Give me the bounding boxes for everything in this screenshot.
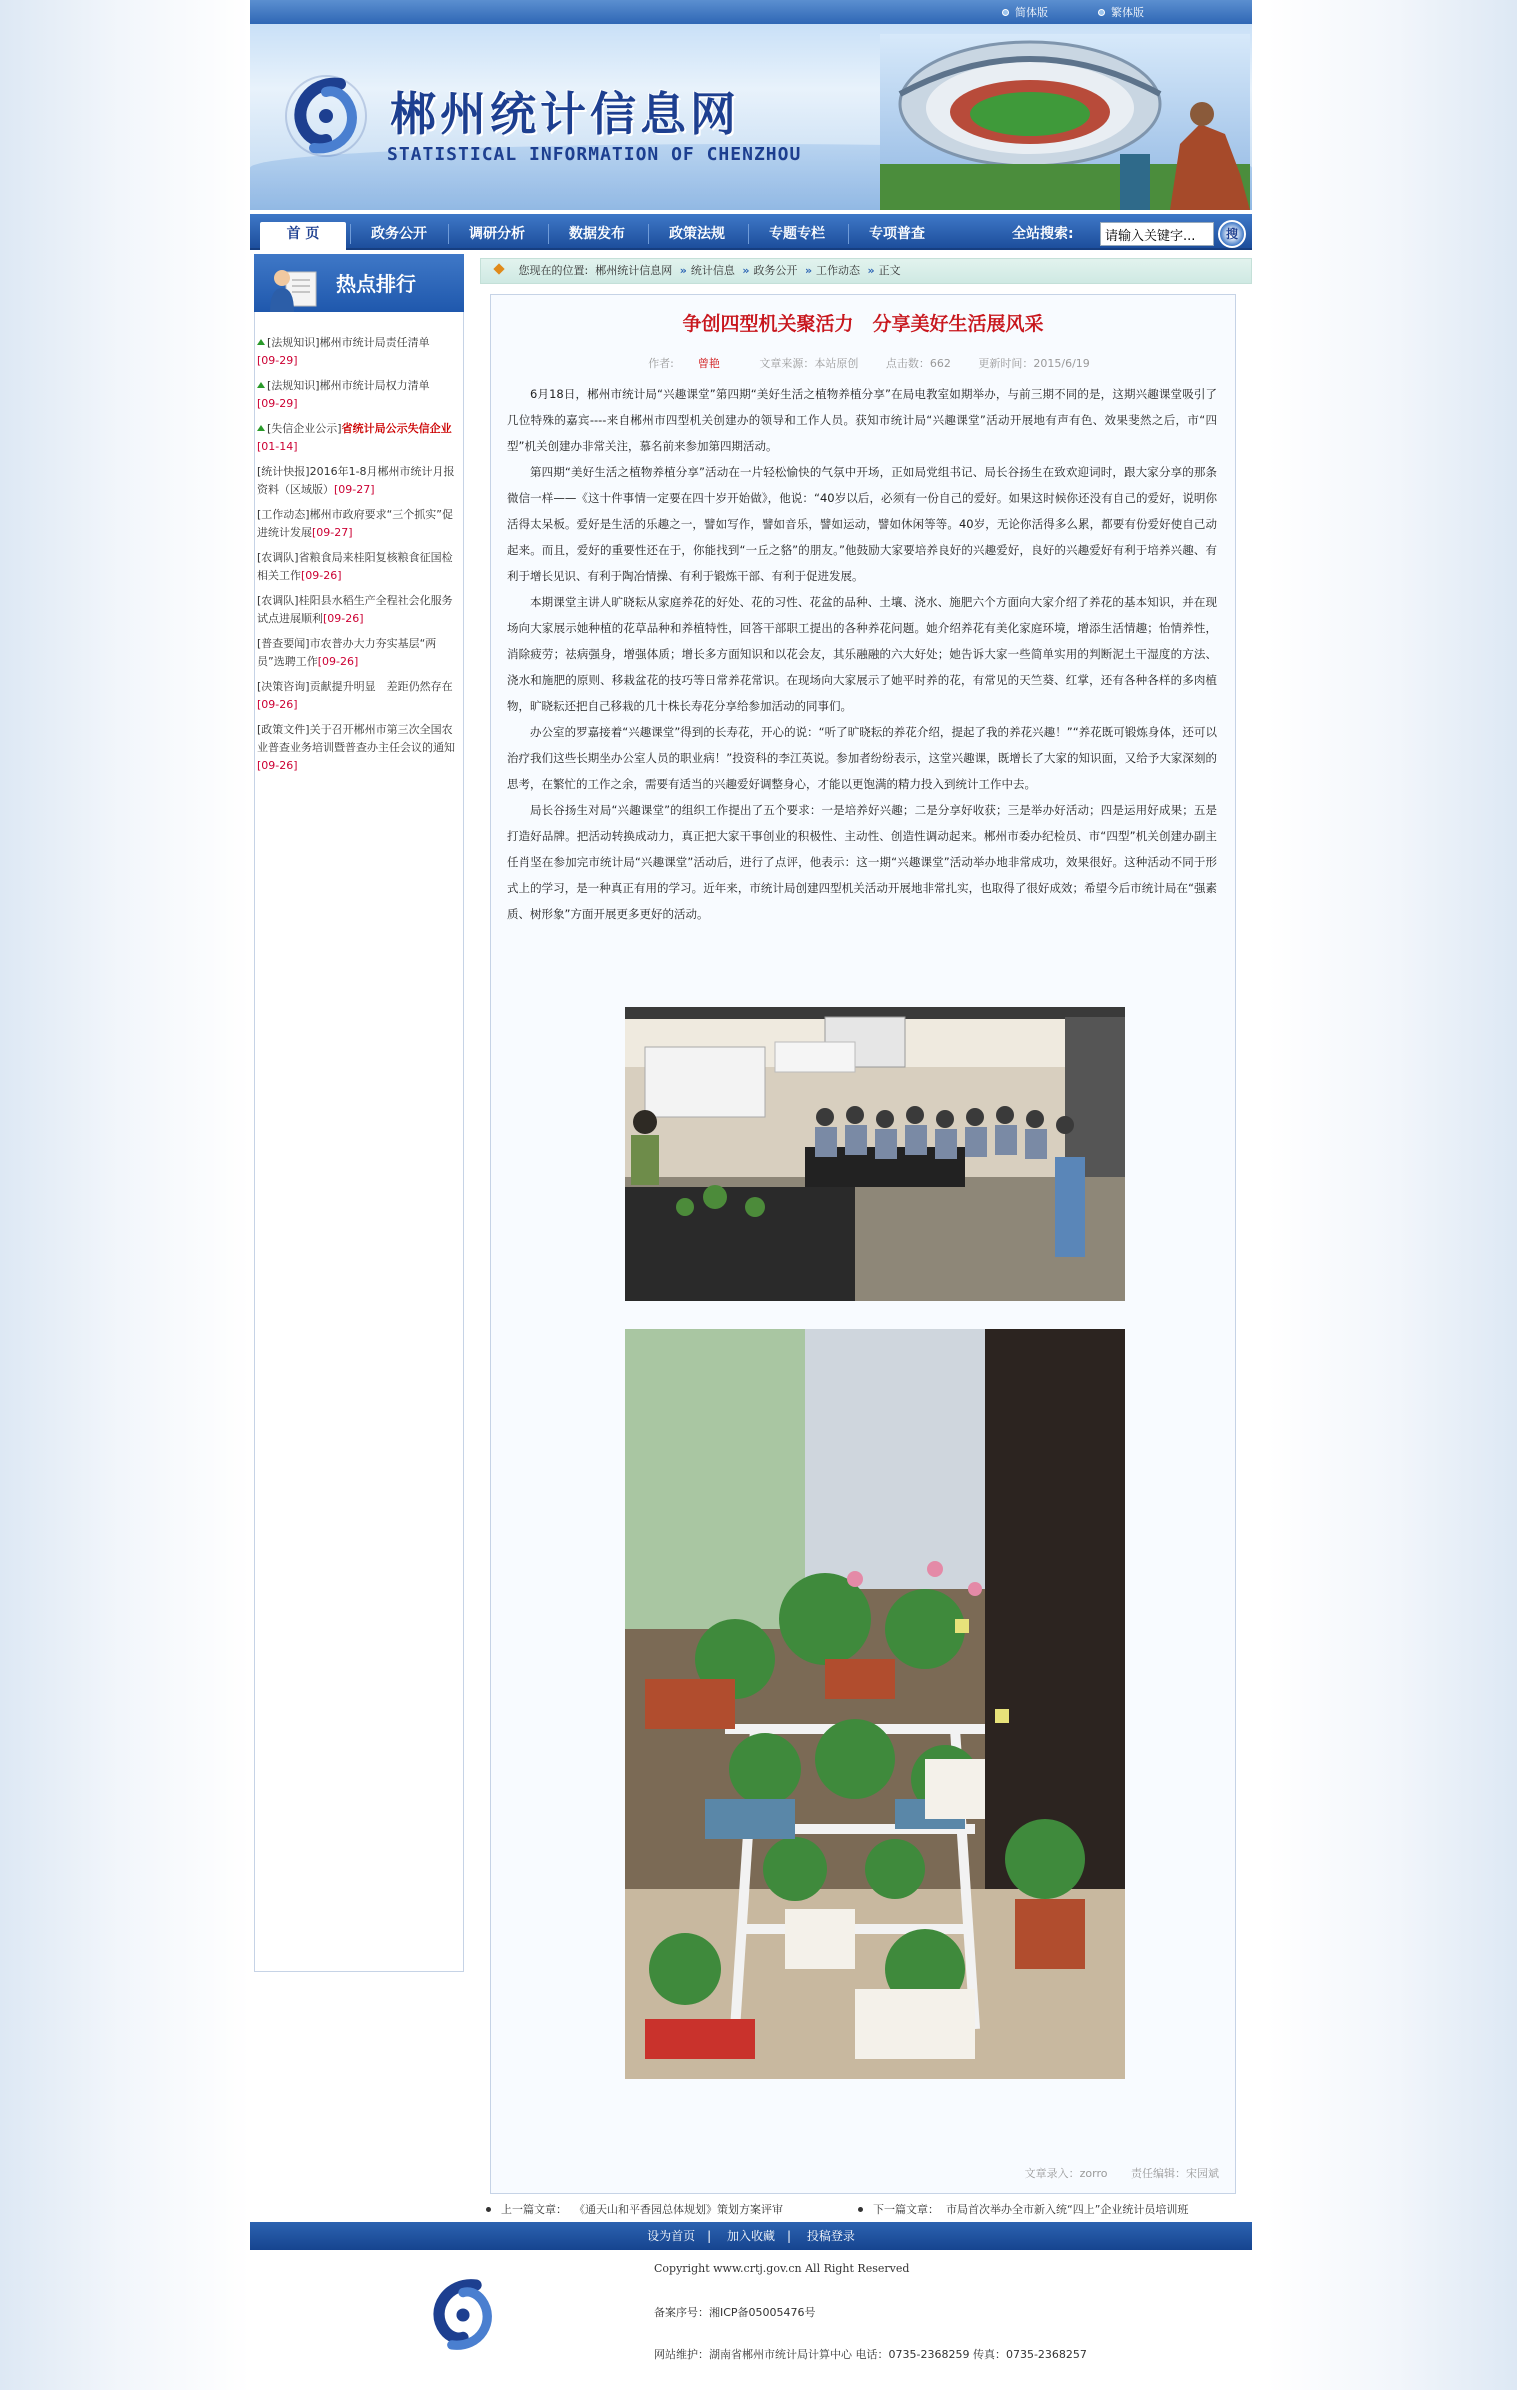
breadcrumb-home[interactable]: 郴州统计信息网 bbox=[595, 264, 673, 277]
article-meta bbox=[491, 355, 1235, 371]
search-input[interactable] bbox=[1100, 222, 1214, 246]
article-paragraph: 第四期“美好生活之植物养植分享”活动在一片轻松愉快的气氛中开场，正如局党组书记、局长谷扬生在致欢迎词时，跟大家分享的那条微信一样——《这十件事情一定要在四十岁开始做》，他说：“40岁以后，必须有一份自己的爱好。如果这时候你还没有自己的爱好，说明你活得太呆板。爱好是生活的乐趣之一，譬如写作，譬如音乐，譬如运动，譬如休闲等等。40岁，无论你活得多么累，都要有份爱好使自己动起来。而且，爱好的重要性还在于，你能找到“一丘之貉”的朋友。”他鼓励大家要培养良好的兴趣爱好，良好的兴趣爱好有利于培养兴趣、有利于增长见识、有利于陶冶情操、有利于锻炼干部、有利于促进发展。 bbox=[507, 465, 1217, 583]
bullet-icon bbox=[1002, 9, 1009, 16]
hot-ranking-header bbox=[254, 254, 464, 312]
footer-icp: 备案序号：湘ICP备05005476号 bbox=[654, 2306, 816, 2319]
site-logo[interactable] bbox=[280, 70, 372, 162]
bullet-icon bbox=[1098, 9, 1105, 16]
sidebar bbox=[250, 250, 464, 2220]
hot-item-date: [09-27] bbox=[312, 526, 353, 539]
hot-item-date: [09-29] bbox=[257, 397, 298, 410]
article-paragraph: 办公室的罗嘉接着“兴趣课堂”得到的长寿花，开心的说：“听了旷晓耘的养花介绍，提起了我的养花兴趣！”“养花既可锻炼身体，还可以治疗我们这些长期坐办公室人员的职业病！”投资科的李江英说。参加者纷纷表示，这堂兴趣课，既增长了大家的知识面，又给予大家深刻的思考，在繁忙的工作之余，需要有适当的兴趣爱好调整身心，才能以更饱满的精力投入到统计工作中去。 bbox=[507, 725, 1217, 791]
hot-item[interactable] bbox=[257, 377, 461, 413]
article-hits: 点击数：662 bbox=[885, 357, 951, 370]
nav-divider bbox=[648, 224, 649, 244]
footer-logo bbox=[420, 2272, 506, 2358]
hot-item-text[interactable]: [统计快报]2016年1-8月郴州市统计月报资料（区域版） bbox=[257, 465, 455, 496]
site-banner bbox=[250, 24, 1252, 210]
submit-login-link[interactable]: 投稿登录 bbox=[806, 2229, 855, 2243]
stadium-illustration bbox=[880, 34, 1250, 210]
nav-divider bbox=[848, 224, 849, 244]
bullet-icon bbox=[486, 2207, 491, 2212]
hot-item[interactable] bbox=[257, 549, 461, 585]
hot-ranking-title: 热点排行 bbox=[336, 272, 416, 296]
nav-divider bbox=[350, 224, 351, 244]
hot-item-text[interactable]: [农调队]省粮食局来桂阳复核粮食征国检相关工作 bbox=[257, 551, 453, 582]
lang-traditional-link[interactable] bbox=[1098, 4, 1144, 20]
footer-copyright: Copyright www.crtj.gov.cn All Right Reserved bbox=[654, 2262, 910, 2275]
article bbox=[490, 294, 1236, 2194]
hot-item[interactable] bbox=[257, 635, 461, 671]
nav-gov-affairs[interactable]: 政务公开 bbox=[371, 226, 427, 242]
nav-research[interactable]: 调研分析 bbox=[469, 226, 525, 242]
location-icon bbox=[493, 263, 504, 274]
hot-ranking-list bbox=[254, 312, 464, 1972]
article-title: 争创四型机关聚活力 分享美好生活展风采 bbox=[682, 313, 1044, 335]
author-label: 作者: bbox=[648, 357, 674, 370]
breadcrumb bbox=[480, 258, 1252, 284]
article-entry: 文章录入：zorro bbox=[1024, 2167, 1108, 2180]
article-paragraph: 局长谷扬生对局“兴趣课堂”的组织工作提出了五个要求：一是培养好兴趣；二是分享好收获；三是举办好活动；四是运用好成果；五是打造好品牌。把活动转换成动力，真正把大家干事创业的积极性、主动性、创造性调动起来。郴州市委办纪检员、市“四型”机关创建办副主任肖坚在参加完市统计局“兴趣课堂”活动后，进行了点评，他表示：这一期“兴趣课堂”活动举办地非常成功，效果很好。这种活动不同于形式上的学习，是一种真正有用的学习。近年来，市统计局创建四型机关活动开展地非常扎实，也取得了很好成效；希望今后市统计局在“强素质、树形象”方面开展更多更好的活动。 bbox=[507, 803, 1217, 921]
article-footer bbox=[1005, 2165, 1219, 2181]
article-paragraph: 6月18日，郴州市统计局“兴趣课堂”第四期“美好生活之植物养植分享”在局电教室如期举办，与前三期不同的是，这期兴趣课堂吸引了几位特殊的嘉宾----来自郴州市四型机关创建办的领导和工作人员。获知市统计局“兴趣课堂”活动开展地有声有色、效果斐然之后，市“四型”机关创建办非常关注，慕名前来参加第四期活动。 bbox=[507, 387, 1217, 453]
add-favorite-link[interactable]: 加入收藏 bbox=[726, 2229, 775, 2243]
hot-item-date: [09-26] bbox=[301, 569, 342, 582]
hot-item-date: [09-29] bbox=[257, 354, 298, 367]
arrow-up-icon bbox=[257, 339, 265, 345]
hot-item[interactable] bbox=[257, 463, 461, 499]
hot-item-text[interactable]: [工作动态]郴州市政府要求“三个抓实”促进统计发展 bbox=[257, 508, 453, 539]
chevron-right-icon: » bbox=[742, 264, 750, 277]
bullet-icon bbox=[858, 2207, 863, 2212]
prev-article-label: 上一篇文章： bbox=[501, 2203, 567, 2216]
site-footer bbox=[250, 2250, 1252, 2380]
breadcrumb-work-news[interactable]: 工作动态 bbox=[816, 264, 861, 277]
classroom-photo bbox=[625, 1007, 1125, 1301]
chevron-right-icon: » bbox=[804, 264, 813, 277]
search-button[interactable]: 搜 bbox=[1218, 220, 1246, 248]
hot-item[interactable] bbox=[257, 334, 461, 370]
site-subtitle: STATISTICAL INFORMATION OF CHENZHOU bbox=[387, 144, 802, 165]
hot-item-highlight[interactable]: 省统计局公示失信企业 bbox=[341, 422, 452, 435]
hot-item-date: [09-27] bbox=[334, 483, 375, 496]
hot-item-date: [01-14] bbox=[257, 440, 298, 453]
author-name: 曾艳 bbox=[697, 357, 720, 370]
hot-item[interactable] bbox=[257, 506, 461, 542]
nav-data-release[interactable]: 数据发布 bbox=[569, 226, 625, 242]
breadcrumb-current: 正文 bbox=[878, 264, 901, 277]
lang-traditional-label[interactable]: 繁体版 bbox=[1111, 6, 1144, 19]
hot-item[interactable] bbox=[257, 592, 461, 628]
search-label: 全站搜索: bbox=[1012, 226, 1074, 242]
footer-links: 设为首页 | 加入收藏 | 投稿登录 bbox=[250, 2222, 1252, 2250]
hot-item[interactable] bbox=[257, 420, 461, 456]
nav-divider bbox=[448, 224, 449, 244]
breadcrumb-prefix: 您现在的位置: bbox=[518, 264, 589, 277]
hot-item-text[interactable]: [政策文件]关于召开郴州市第三次全国农业普查业务培训暨普查办主任会议的通知 bbox=[257, 723, 455, 754]
page bbox=[250, 0, 1252, 2390]
nav-home[interactable]: 首 页 bbox=[260, 222, 346, 250]
hot-item-text[interactable]: [普查要闻]市农普办大力夯实基层“两员”选聘工作 bbox=[257, 637, 437, 668]
author-field bbox=[636, 357, 732, 370]
person-reading-icon bbox=[266, 258, 320, 312]
hot-item[interactable] bbox=[257, 678, 461, 714]
breadcrumb-gov-affairs[interactable]: 政务公开 bbox=[753, 264, 798, 277]
prev-article-link[interactable]: 《通天山和平香园总体规划》策划方案评审 bbox=[574, 2203, 783, 2216]
plants-photo bbox=[625, 1329, 1125, 2079]
next-article[interactable] bbox=[858, 2198, 1188, 2222]
hot-item-date: [09-26] bbox=[317, 655, 359, 668]
hot-item-date: [09-26] bbox=[257, 698, 298, 711]
chevron-right-icon: » bbox=[867, 264, 875, 277]
breadcrumb-stats-info[interactable]: 统计信息 bbox=[690, 264, 735, 277]
prev-article[interactable] bbox=[486, 2198, 783, 2222]
lang-simplified-label[interactable]: 简体版 bbox=[1015, 6, 1048, 19]
article-updated: 更新时间：2015/6/19 bbox=[978, 357, 1090, 370]
set-homepage-link[interactable]: 设为首页 bbox=[647, 2229, 696, 2243]
nav-special-topics[interactable]: 专题专栏 bbox=[769, 226, 825, 242]
article-source: 文章来源：本站原创 bbox=[759, 357, 859, 370]
next-article-label: 下一篇文章： bbox=[873, 2203, 939, 2216]
main-content bbox=[480, 258, 1252, 2218]
hot-item-text[interactable]: [法规知识]郴州市统计局权力清单 bbox=[267, 379, 430, 392]
nav-policy[interactable]: 政策法规 bbox=[669, 226, 725, 242]
hot-item[interactable] bbox=[257, 721, 461, 775]
nav-census[interactable]: 专项普查 bbox=[869, 226, 925, 242]
article-editor: 责任编辑：宋园斌 bbox=[1131, 2167, 1219, 2180]
site-title: 郴州统计信息网 bbox=[390, 87, 740, 141]
hot-item-date: [09-26] bbox=[323, 612, 364, 625]
article-body bbox=[507, 381, 1217, 927]
hot-item-text[interactable]: [失信企业公示] bbox=[267, 422, 342, 435]
lang-simplified-link[interactable] bbox=[1002, 4, 1048, 20]
arrow-up-icon bbox=[257, 425, 265, 431]
article-navigation bbox=[480, 2198, 1252, 2222]
nav-divider bbox=[748, 224, 749, 244]
hot-item-text[interactable]: [法规知识]郴州市统计局责任清单 bbox=[267, 336, 430, 349]
arrow-up-icon bbox=[257, 382, 265, 388]
hot-item-text[interactable]: [农调队]桂阳县水稻生产全程社会化服务试点进展顺利 bbox=[257, 594, 453, 625]
article-paragraph: 本期课堂主讲人旷晓耘从家庭养花的好处、花的习性、花盆的品种、土壤、浇水、施肥六个方面向大家介绍了养花的基本知识，并在现场向大家展示她种植的花草品种和养植特性，回答干部职工提出的各种养花问题。她介绍养花有美化家庭环境，增添生活情趣；怡情养性，消除疲劳；祛病强身，增强体质；增长多方面知识和以花会友，其乐融融的六大好处；她告诉大家一些简单实用的判断泥土干湿度的方法、浇水和施肥的原则、移栽盆花的技巧等日常养花常识。在现场向大家展示了她平时养的花，有常见的天竺葵、红掌，还有各种各样的多肉植物，旷晓耘还把自己移栽的几十株长寿花分享给参加活动的同事们。 bbox=[507, 595, 1217, 713]
chevron-right-icon: » bbox=[679, 264, 687, 277]
footer-maintainer: 网站维护：湖南省郴州市统计局计算中心 电话：0735-2368259 传真：0735-2368257 bbox=[654, 2348, 1087, 2361]
nav-divider bbox=[548, 224, 549, 244]
main-nav bbox=[250, 214, 1252, 250]
hot-item-date: [09-26] bbox=[257, 759, 298, 772]
next-article-link[interactable]: 市局首次举办全市新入统“四上”企业统计员培训班 bbox=[946, 2203, 1189, 2216]
hot-item-text[interactable]: [决策咨询]贡献提升明显 差距仍然存在 bbox=[257, 680, 453, 693]
top-bar bbox=[250, 0, 1252, 24]
